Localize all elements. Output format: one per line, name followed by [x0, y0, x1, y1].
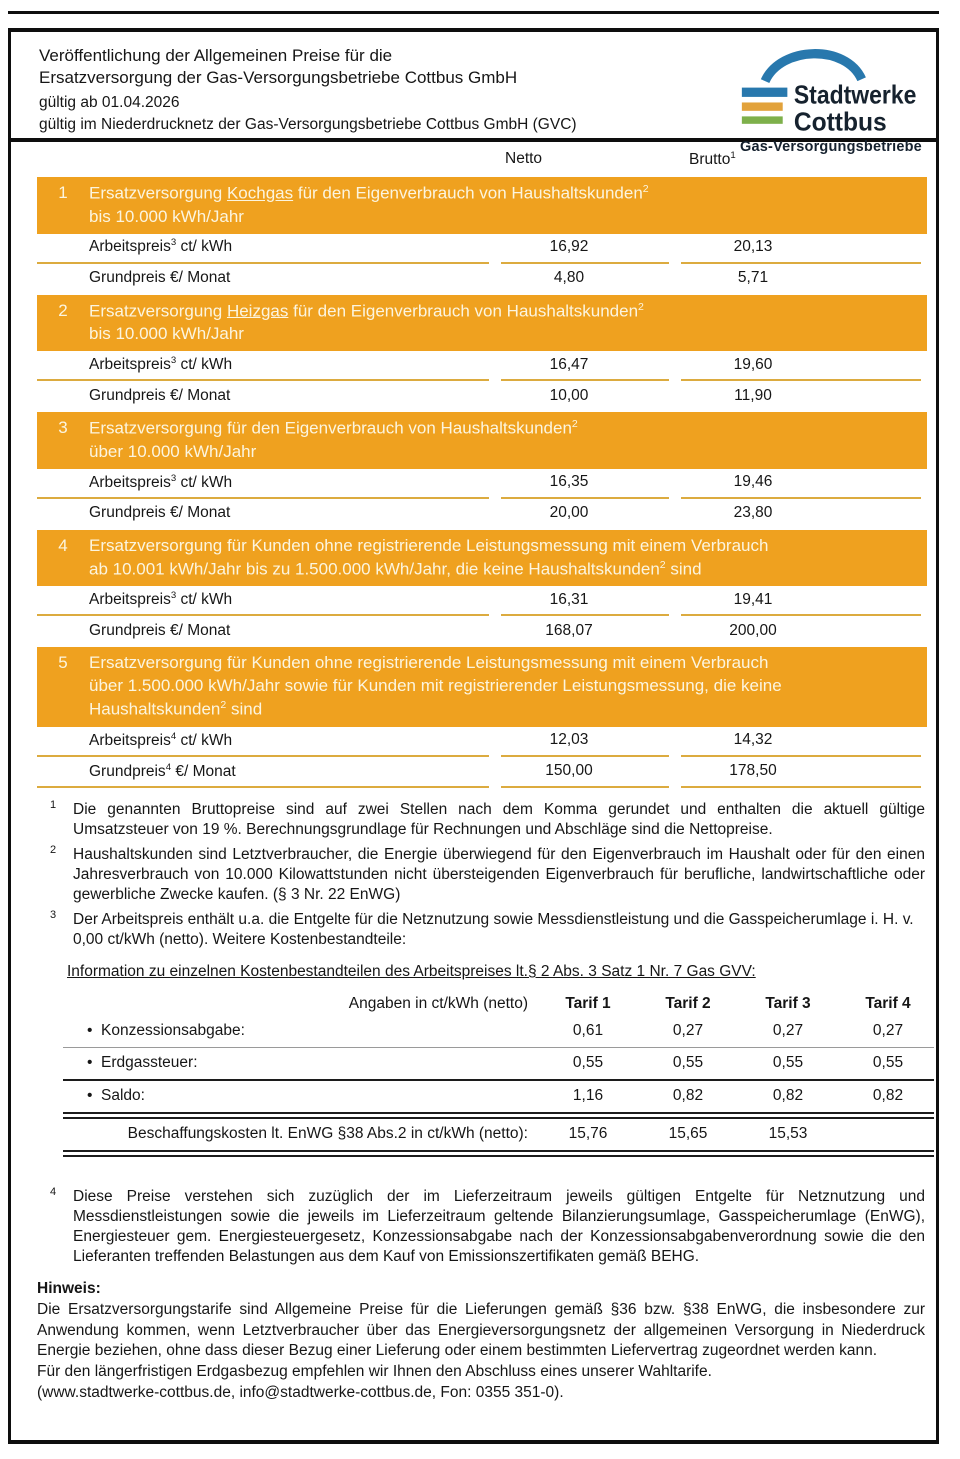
footnote-ref: 4 — [165, 761, 172, 773]
price-row-label: Arbeitspreis$^3$ ct/ kWh — [89, 237, 233, 256]
separator-segment — [501, 755, 669, 757]
cost-rule-thin — [63, 1047, 934, 1048]
footnote-ref: 2 — [638, 300, 644, 313]
cost-column-header: Tarif 4 — [865, 995, 911, 1013]
price-row — [37, 382, 927, 409]
underlined-term: Kochgas — [226, 183, 294, 203]
netto-value: 4,80 — [553, 269, 585, 287]
footnote-ref: 3 — [170, 354, 177, 366]
logo-graphic — [740, 40, 922, 138]
logo-subtitle: Gas-Versorgungsbetriebe — [740, 139, 922, 155]
price-row — [37, 586, 927, 613]
cost-components-table — [63, 991, 939, 1157]
cost-value: 15,65 — [668, 1125, 708, 1143]
cost-unit-label: Angaben in ct/kWh (netto) — [348, 995, 528, 1013]
logo-name-line1: Stadtwerke — [793, 79, 917, 110]
separator-segment — [501, 786, 669, 788]
price-row-label: Arbeitspreis$^3$ ct/ kWh — [89, 354, 233, 374]
footnote-ref: 2 — [642, 183, 649, 195]
cost-row-label: • Erdgassteuer: — [87, 1054, 198, 1072]
section-title-line: Ersatzversorgung Kochgas für den Eigenverbrauch von Haushaltskunden$^2$ — [89, 183, 649, 203]
document-body — [37, 150, 927, 1404]
separator-segment — [681, 379, 921, 381]
cost-row — [63, 1018, 939, 1045]
price-row-label: Arbeitspreis$^3$ ct/ kWh — [89, 472, 233, 491]
column-header-brutto — [689, 150, 736, 169]
row-separator — [37, 614, 927, 616]
section-number: 5 — [58, 653, 68, 673]
footnotes-block — [37, 800, 927, 951]
hinweis-block — [37, 1279, 927, 1404]
stadtwerke-cottbus-logo — [738, 40, 924, 155]
underlined-term: Heizgas — [226, 301, 289, 321]
section-title-line: Ersatzversorgung für Kunden ohne registrierende Leistungsmessung mit einem Verbrauch — [89, 653, 769, 673]
brutto-value: 19,60 — [733, 355, 773, 373]
cost-row — [63, 1083, 939, 1110]
separator-segment — [681, 614, 921, 616]
section-title-line: bis 10.000 kWh/Jahr — [89, 324, 244, 344]
footnote: 3 Der Arbeitspreis enthält u.a. die Entgelte für die Netznutzung sowie Messdienstleistung und die Gasspeicherumlage i. H. v. 0,00 ct/kWh (netto). Weitere Kostenbestandteile: — [50, 909, 914, 949]
cost-row — [63, 1121, 939, 1148]
footnote-ref: 3 — [170, 237, 177, 249]
bullet-icon: • — [87, 1054, 93, 1072]
netto-value: 16,35 — [549, 473, 589, 491]
cost-row — [63, 1050, 939, 1077]
cost-table-header-row — [63, 991, 939, 1018]
separator-segment — [37, 379, 489, 381]
brutto-value: 19,46 — [733, 473, 773, 491]
brutto-value: 11,90 — [734, 386, 772, 404]
cost-value: 0,82 — [672, 1087, 704, 1105]
logo-arc-icon — [765, 54, 862, 81]
brutto-value: 19,41 — [733, 590, 773, 608]
row-separator — [37, 786, 927, 788]
cost-column-header: Tarif 2 — [665, 995, 711, 1013]
logo-name-line2: Cottbus — [793, 106, 887, 137]
cost-rule-double — [63, 1150, 934, 1157]
page-top-rule — [8, 11, 939, 14]
column-header-netto: Netto — [505, 150, 543, 167]
price-row-label: Grundpreis €/ Monat — [89, 621, 231, 639]
section-banner — [37, 530, 927, 587]
bullet-icon: • — [87, 1087, 93, 1105]
hinweis-heading: Hinweis: — [37, 1280, 101, 1298]
section-number: 4 — [58, 535, 68, 555]
logo-bar-green-icon — [742, 116, 783, 123]
cost-value: 0,55 — [572, 1054, 604, 1072]
footnote-marker: 3 — [50, 909, 57, 922]
separator-segment — [501, 497, 669, 499]
footnote-marker: 4 — [50, 1185, 57, 1198]
section-banner — [37, 412, 927, 469]
section-title-line: über 1.500.000 kWh/Jahr sowie für Kunden mit registrierender Leistungsmessung, die keine — [89, 676, 782, 696]
cost-value: 0,27 — [872, 1022, 904, 1040]
section-title-line: ab 10.001 kWh/Jahr bis zu 1.500.000 kWh/Jahr, die keine Haushaltskunden$^2$ sind — [89, 558, 702, 579]
price-row — [37, 727, 927, 754]
cost-value: 0,55 — [872, 1054, 904, 1072]
valid-network-line: gültig im Niederdrucknetz der Gas-Versorgungsbetriebe Cottbus GmbH (GVC) — [39, 115, 577, 133]
cost-value: 0,82 — [772, 1087, 804, 1105]
price-row — [37, 234, 927, 261]
cost-value: 0,27 — [772, 1022, 804, 1040]
footnote-ref: 2 — [571, 418, 578, 431]
netto-value: 16,47 — [549, 355, 589, 373]
hinweis-paragraphs — [37, 1300, 925, 1404]
section-number: 2 — [58, 300, 68, 320]
netto-value: 10,00 — [549, 386, 589, 404]
netto-value: 16,92 — [549, 238, 589, 256]
netto-value: 12,03 — [549, 731, 589, 749]
price-row-label: Grundpreis €/ Monat — [89, 269, 231, 287]
brutto-value: 178,50 — [729, 762, 777, 780]
netto-value: 16,31 — [549, 590, 589, 608]
section-banner — [37, 295, 927, 352]
brutto-value: 5,71 — [737, 269, 769, 287]
row-separator — [37, 262, 927, 264]
cost-rule-thick — [63, 1079, 934, 1081]
hinweis-paragraph: Für den längerfristigen Erdgasbezug empfehlen wir Ihnen den Abschluss eines unserer Wahltarife. — [37, 1363, 712, 1381]
section-title — [89, 417, 917, 464]
column-header-brutto-footnote-ref: 1 — [730, 150, 736, 161]
separator-segment — [501, 262, 669, 264]
row-separator — [37, 755, 927, 757]
brutto-value: 14,32 — [733, 731, 773, 749]
separator-segment — [501, 614, 669, 616]
footnote-marker: 2 — [50, 843, 57, 856]
footnote-marker: 1 — [50, 798, 57, 811]
netto-value: 20,00 — [549, 504, 589, 522]
price-row — [37, 351, 927, 378]
section-title-line: über 10.000 kWh/Jahr — [89, 441, 257, 461]
section-number: 1 — [58, 183, 68, 202]
section-title — [89, 182, 917, 229]
hinweis-paragraph: Die Ersatzversorgungstarife sind Allgemeine Preise für die Lieferungen gemäß §36 bzw. §38 EnWG, die insbesondere zur Anwendung kommen, wenn Letztverbraucher über das Energieversorgungsnetz der allgemeinen Versorgung in Niederdruck Energie beziehen, ohne dass dieser Bezug einer Lieferung oder einem bestimmten Liefervertrag zugeordnet werden kann. — [37, 1300, 925, 1360]
footnote: 1 Die genannten Bruttopreise sind auf zwei Stellen nach dem Komma gerundet und enthalten die aktuell gültige Umsatzsteuer von 19 %. Berechnungsgrundlage für Rechnungen und Abschläge sind die Nettopreise. — [50, 798, 925, 838]
cost-value: 1,16 — [572, 1087, 604, 1105]
price-row — [37, 617, 927, 644]
netto-value: 168,07 — [545, 621, 593, 639]
footnote-4-block — [37, 1187, 927, 1268]
document-frame — [8, 28, 939, 1444]
price-row — [37, 500, 927, 527]
brutto-value: 20,13 — [733, 238, 773, 256]
cost-value: 0,55 — [672, 1054, 704, 1072]
row-separator — [37, 379, 927, 381]
brutto-value: 200,00 — [729, 621, 777, 639]
column-header-brutto-text: Brutto — [689, 151, 731, 169]
section-title — [89, 652, 917, 721]
valid-from-line: gültig ab 01.04.2026 — [39, 93, 180, 111]
price-row — [37, 758, 927, 785]
section-title-line: Ersatzversorgung für Kunden ohne registrierende Leistungsmessung mit einem Verbrauch — [89, 535, 769, 555]
cost-row-label: Beschaffungskosten lt. EnWG §38 Abs.2 in ct/kWh (netto): — [127, 1125, 528, 1143]
price-row-label: Arbeitspreis$^4$ ct/ kWh — [89, 730, 233, 749]
logo-bar-orange-icon — [742, 102, 783, 110]
cost-info-heading: Information zu einzelnen Kostenbestandteilen des Arbeitspreises lt.§ 2 Abs. 3 Satz 1 Nr. 7 Gas GVV: — [67, 962, 756, 980]
price-table-column-header — [37, 150, 927, 174]
bullet-icon: • — [87, 1022, 93, 1040]
section-title — [89, 535, 917, 582]
price-sections — [37, 177, 927, 788]
price-row-label: Arbeitspreis$^3$ ct/ kWh — [89, 590, 233, 609]
footnote-ref: 2 — [220, 699, 227, 711]
cost-value: 0,61 — [572, 1022, 604, 1040]
separator-segment — [37, 614, 489, 616]
price-row-label: Grundpreis €/ Monat — [89, 504, 231, 522]
document-header — [11, 32, 936, 155]
section-title-line: Ersatzversorgung Heizgas für den Eigenverbrauch von Haushaltskunden$^2$ — [89, 300, 644, 321]
section-banner — [37, 177, 927, 234]
section-number: 3 — [58, 418, 68, 438]
separator-segment — [681, 262, 921, 264]
section-title — [89, 300, 917, 347]
cost-value: 0,27 — [672, 1022, 704, 1040]
hinweis-paragraph: (www.stadtwerke-cottbus.de, info@stadtwerke-cottbus.de, Fon: 0355 351-0). — [37, 1383, 564, 1401]
cost-value: 15,76 — [568, 1125, 608, 1143]
footnote-ref: 4 — [170, 730, 177, 742]
footnote: 2 Haushaltskunden sind Letztverbraucher, die Energie überwiegend für den Eigenverbrauch im Haushalt oder für den einen Jahresverbrauch von 10.000 Kilowattstunden nicht übersteigenden Eigenverbrauch für berufliche, landwirtschaftliche oder gewerbliche Zwecke kaufen. (§ 3 Nr. 22 EnWG) — [50, 843, 925, 904]
separator-segment — [501, 379, 669, 381]
section-banner — [37, 647, 927, 726]
cost-value: 0,82 — [872, 1087, 904, 1105]
cost-value: 15,53 — [768, 1125, 808, 1143]
separator-segment — [681, 755, 921, 757]
section-title-line: Ersatzversorgung für den Eigenverbrauch von Haushaltskunden$^2$ — [89, 418, 578, 438]
page-title-line1: Veröffentlichung der Allgemeinen Preise für die — [39, 46, 393, 65]
cost-row-label: • Konzessionsabgabe: — [87, 1022, 245, 1040]
separator-segment — [37, 786, 489, 788]
cost-rule-double — [63, 1112, 934, 1119]
section-title-line: Haushaltskunden$^2$ sind — [89, 699, 263, 719]
price-row — [37, 469, 927, 496]
separator-segment — [681, 786, 921, 788]
row-separator — [37, 497, 927, 499]
separator-segment — [37, 262, 489, 264]
cost-column-header: Tarif 1 — [565, 995, 611, 1013]
brutto-value: 23,80 — [733, 504, 773, 522]
separator-segment — [37, 497, 489, 499]
footnote-ref: 3 — [170, 472, 177, 484]
footnote-ref: 3 — [170, 590, 177, 602]
separator-segment — [681, 497, 921, 499]
price-row-label: Grundpreis$^4$ €/ Monat — [89, 761, 236, 780]
logo-bar-blue-icon — [742, 88, 788, 97]
cost-column-header: Tarif 3 — [765, 995, 811, 1013]
footnote: 4 Diese Preise verstehen sich zuzüglich der im Lieferzeitraum jeweils gültigen Entgelte für Netznutzung und Messdienstleistungen sowie die jeweils im Lieferzeitraum geltende Bilanzierungsumlage, Gasspeicherumlage (EnWG), Energiesteuer gem. Energiesteuergesetz, Konzessionsabgabe nach der Konzessionsabgabenverordnung sowie die den Lieferanten treffenden Belastungen aus dem Kauf von Emissionszertifikaten gemäß BEHG. — [50, 1185, 925, 1265]
footnote-ref: 2 — [659, 558, 666, 571]
cost-value: 0,55 — [772, 1054, 804, 1072]
netto-value: 150,00 — [545, 762, 593, 780]
price-row-label: Grundpreis €/ Monat — [89, 386, 231, 404]
section-title-line: bis 10.000 kWh/Jahr — [89, 206, 244, 226]
page-title-line2: Ersatzversorgung der Gas-Versorgungsbetriebe Cottbus GmbH — [39, 68, 518, 88]
cost-row-label: • Saldo: — [87, 1087, 145, 1105]
price-row — [37, 265, 927, 292]
separator-segment — [37, 755, 489, 757]
